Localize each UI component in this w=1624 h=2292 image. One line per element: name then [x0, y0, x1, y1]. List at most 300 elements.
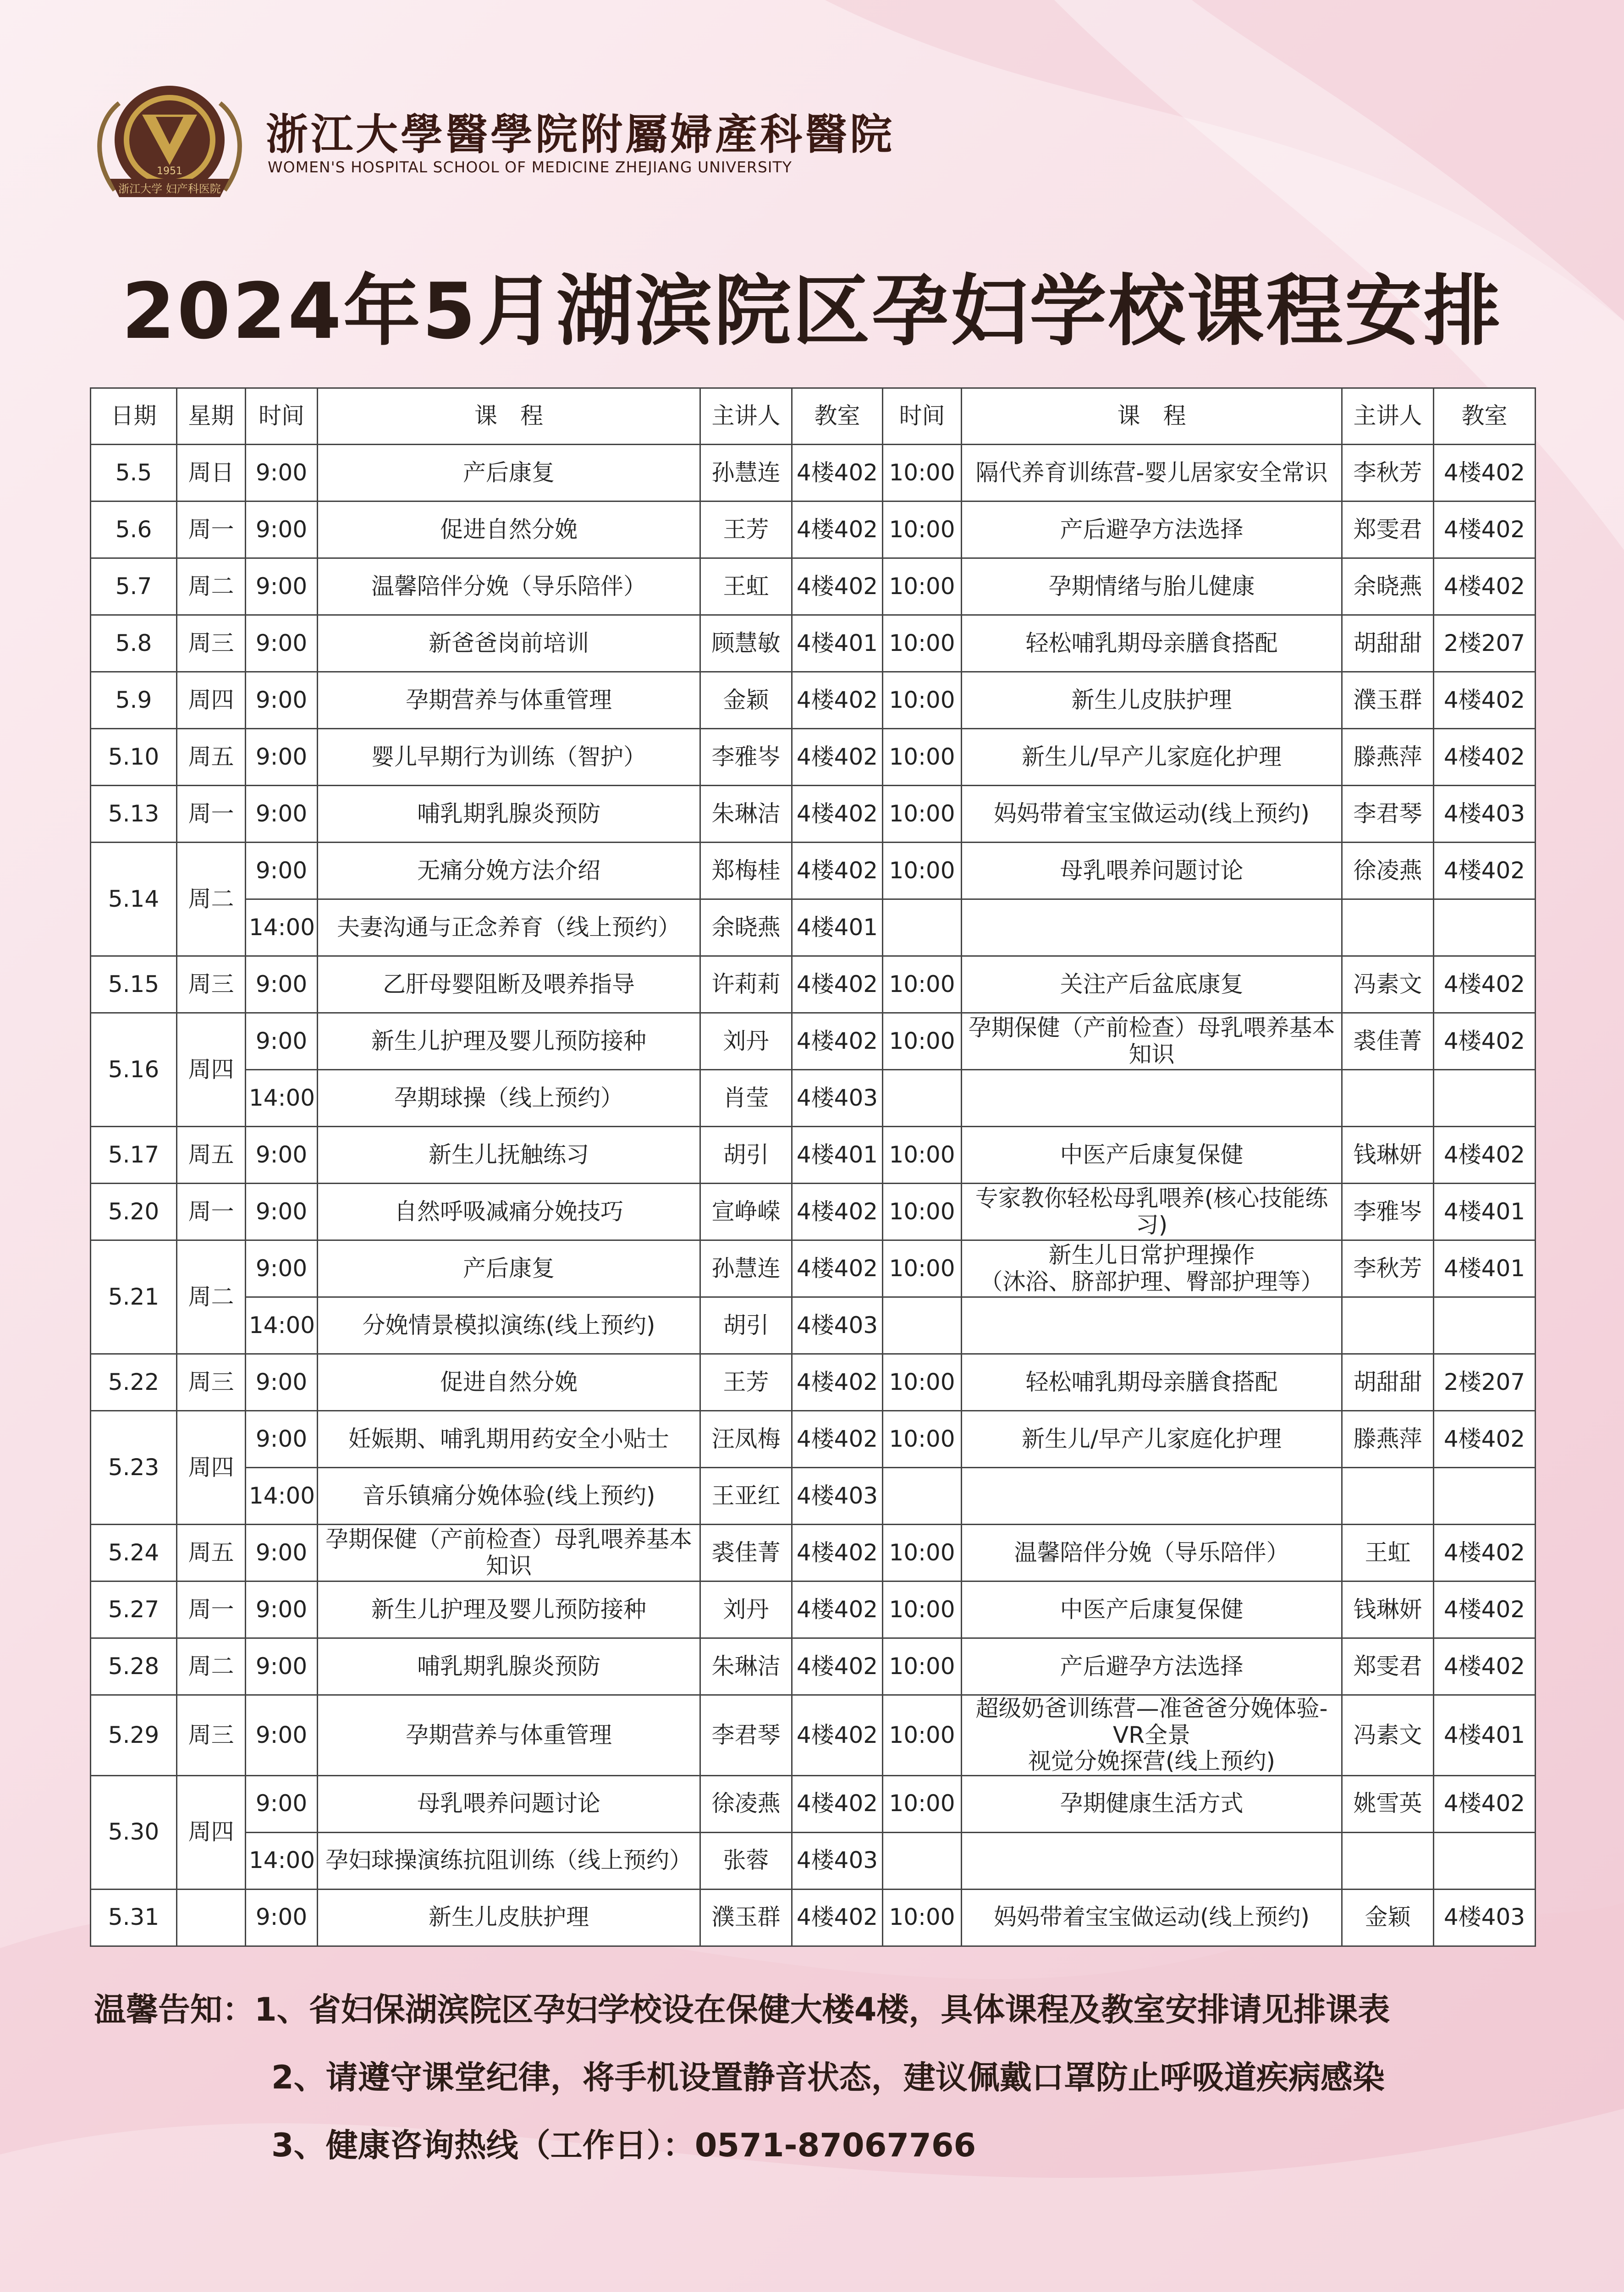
course-cell: [962, 1695, 1342, 1776]
lecturer-cell: 裘佳菁: [1342, 1013, 1434, 1070]
room-cell: 4楼401: [792, 899, 883, 956]
room-cell: 4楼402: [792, 445, 883, 501]
lecturer-cell: 李雅岑: [1342, 1184, 1434, 1240]
time-cell: 10:00: [883, 1411, 962, 1468]
lecturer-cell: 金颖: [700, 672, 792, 729]
room-cell: 4楼402: [792, 1889, 883, 1946]
lecturer-cell: 朱琳洁: [700, 786, 792, 843]
notice-line-2: 2、请遵守课堂纪律，将手机设置静音状态，建议佩戴口罩防止呼吸道疾病感染: [271, 2059, 1385, 2096]
lecturer-cell: 徐凌燕: [1342, 843, 1434, 899]
course-cell: 专家教你轻松母乳喂养(核心技能练习): [962, 1184, 1342, 1240]
room-cell: 4楼402: [792, 1354, 883, 1411]
lecturer-cell: 肖莹: [700, 1070, 792, 1127]
time-cell: 10:00: [883, 615, 962, 672]
room-cell: 4楼401: [1434, 1184, 1536, 1240]
course-cell: 新生儿抚触练习: [318, 1127, 700, 1184]
room-cell: 4楼402: [1434, 1411, 1536, 1468]
table-row: [91, 729, 1536, 786]
room-cell: 4楼401: [1434, 1240, 1536, 1297]
lecturer-cell: 胡甜甜: [1342, 615, 1434, 672]
time-cell: 10:00: [883, 1695, 962, 1776]
lecturer-cell: 冯素文: [1342, 956, 1434, 1013]
notice: [94, 1976, 1390, 2179]
room-cell: 4楼402: [792, 1695, 883, 1776]
empty-cell: [883, 1297, 962, 1354]
course-cell: 母乳喂养问题讨论: [962, 843, 1342, 899]
room-cell: 2楼207: [1434, 615, 1536, 672]
course-cell: 哺乳期乳腺炎预防: [318, 1638, 700, 1695]
lecturer-cell: 王虹: [1342, 1525, 1434, 1581]
empty-cell: [1342, 1832, 1434, 1889]
time-cell: 9:00: [246, 729, 318, 786]
time-cell: 9:00: [246, 1695, 318, 1776]
empty-cell: [1342, 1297, 1434, 1354]
svg-text:浙江大学 妇产科医院: 浙江大学 妇产科医院: [118, 182, 221, 195]
course-cell: 夫妻沟通与正念养育（线上预约）: [318, 899, 700, 956]
room-cell: 4楼402: [1434, 558, 1536, 615]
lecturer-cell: 钱琳妍: [1342, 1127, 1434, 1184]
time-cell: 9:00: [246, 1889, 318, 1946]
weekday-cell: 周一: [177, 786, 246, 843]
room-cell: 4楼401: [792, 615, 883, 672]
lecturer-cell: 汪凤梅: [700, 1411, 792, 1468]
course-cell: 产后避孕方法选择: [962, 501, 1342, 558]
course-cell: 温馨陪伴分娩（导乐陪伴）: [318, 558, 700, 615]
table-row: [91, 1832, 1536, 1889]
course-cell: 产后康复: [318, 1240, 700, 1297]
notice-line-3: 3、健康咨询热线（工作日）：0571-87067766: [271, 2127, 976, 2164]
lecturer-cell: 李秋芳: [1342, 1240, 1434, 1297]
weekday-cell: 周五: [177, 1525, 246, 1581]
date-cell: 5.29: [91, 1695, 177, 1776]
room-cell: 4楼402: [792, 729, 883, 786]
table-row: [91, 899, 1536, 956]
table-row: [91, 1070, 1536, 1127]
room-cell: 4楼402: [792, 1638, 883, 1695]
notice-line-1: 温馨告知：1、省妇保湖滨院区孕妇学校设在保健大楼4楼，具体课程及教室安排请见排课表: [94, 1991, 1390, 2028]
weekday-cell: 周三: [177, 615, 246, 672]
course-cell: 新生儿皮肤护理: [318, 1889, 700, 1946]
room-cell: 4楼402: [792, 501, 883, 558]
weekday-cell: 周四: [177, 672, 246, 729]
empty-cell: [1342, 1468, 1434, 1525]
table-row: [91, 1354, 1536, 1411]
room-cell: 4楼402: [1434, 1013, 1536, 1070]
date-cell: 5.24: [91, 1525, 177, 1581]
room-cell: 4楼402: [1434, 445, 1536, 501]
course-cell: 妊娠期、哺乳期用药安全小贴士: [318, 1411, 700, 1468]
empty-cell: [962, 1832, 1342, 1889]
course-cell: 孕期营养与体重管理: [318, 1695, 700, 1776]
date-cell: 5.22: [91, 1354, 177, 1411]
room-cell: 4楼401: [1434, 1695, 1536, 1776]
lecturer-cell: 钱琳妍: [1342, 1581, 1434, 1638]
time-cell: 9:00: [246, 1127, 318, 1184]
weekday-cell: 周四: [177, 1013, 246, 1127]
time-cell: 10:00: [883, 729, 962, 786]
empty-cell: [1434, 1832, 1536, 1889]
time-cell: 10:00: [883, 445, 962, 501]
weekday-cell: 周五: [177, 729, 246, 786]
date-cell: 5.21: [91, 1240, 177, 1354]
table-row: [91, 786, 1536, 843]
time-cell: 9:00: [246, 501, 318, 558]
time-cell: 10:00: [883, 1581, 962, 1638]
time-cell: 10:00: [883, 956, 962, 1013]
empty-cell: [883, 1832, 962, 1889]
time-cell: 9:00: [246, 843, 318, 899]
course-line-1: 新生儿日常护理操作: [1048, 1242, 1255, 1268]
table-row: [91, 843, 1536, 899]
course-cell: 轻松哺乳期母亲膳食搭配: [962, 1354, 1342, 1411]
date-cell: 5.14: [91, 843, 177, 956]
course-line-2: 视觉分娩探营(线上预约): [1028, 1748, 1275, 1774]
course-cell: 新生儿护理及婴儿预防接种: [318, 1581, 700, 1638]
room-cell: 4楼403: [1434, 1889, 1536, 1946]
time-cell: 9:00: [246, 672, 318, 729]
time-cell: 10:00: [883, 558, 962, 615]
header-course-2: 课 程: [962, 388, 1342, 445]
lecturer-cell: 滕燕萍: [1342, 1411, 1434, 1468]
course-cell: 新生儿护理及婴儿预防接种: [318, 1013, 700, 1070]
lecturer-cell: 胡引: [700, 1127, 792, 1184]
lecturer-cell: 顾慧敏: [700, 615, 792, 672]
table-row: [91, 445, 1536, 501]
lecturer-cell: 李雅岑: [700, 729, 792, 786]
course-cell: 新生儿/早产儿家庭化护理: [962, 1411, 1342, 1468]
room-cell: 4楼402: [792, 1013, 883, 1070]
date-cell: 5.27: [91, 1581, 177, 1638]
weekday-cell: 周二: [177, 558, 246, 615]
time-cell: 9:00: [246, 558, 318, 615]
header-time-2: 时间: [883, 388, 962, 445]
header-time-1: 时间: [246, 388, 318, 445]
lecturer-cell: 刘丹: [700, 1581, 792, 1638]
table-row: [91, 1525, 1536, 1581]
lecturer-cell: 濮玉群: [700, 1889, 792, 1946]
date-cell: 5.30: [91, 1775, 177, 1889]
room-cell: 4楼403: [792, 1297, 883, 1354]
course-cell: 婴儿早期行为训练（智护）: [318, 729, 700, 786]
course-cell: 自然呼吸减痛分娩技巧: [318, 1184, 700, 1240]
time-cell: 14:00: [246, 899, 318, 956]
room-cell: 4楼402: [792, 956, 883, 1013]
header-weekday: 星期: [177, 388, 246, 445]
course-cell: 中医产后康复保健: [962, 1581, 1342, 1638]
lecturer-cell: 刘丹: [700, 1013, 792, 1070]
course-cell: 孕期保健（产前检查）母乳喂养基本知识: [318, 1525, 700, 1581]
lecturer-cell: 濮玉群: [1342, 672, 1434, 729]
room-cell: 4楼402: [1434, 956, 1536, 1013]
course-line-2: （沐浴、脐部护理、臀部护理等）: [980, 1268, 1324, 1295]
date-cell: 5.6: [91, 501, 177, 558]
date-cell: 5.5: [91, 445, 177, 501]
lecturer-cell: 李秋芳: [1342, 445, 1434, 501]
room-cell: 4楼402: [792, 558, 883, 615]
table-row: [91, 615, 1536, 672]
table-row: [91, 1127, 1536, 1184]
table-row: [91, 1184, 1536, 1240]
room-cell: 4楼402: [1434, 1525, 1536, 1581]
lecturer-cell: 郑雯君: [1342, 1638, 1434, 1695]
room-cell: 4楼401: [792, 1127, 883, 1184]
table-header-row: [91, 388, 1536, 445]
table-row: [91, 1297, 1536, 1354]
header-room-1: 教室: [792, 388, 883, 445]
weekday-cell: 周一: [177, 501, 246, 558]
table-row: [91, 1695, 1536, 1776]
time-cell: 14:00: [246, 1297, 318, 1354]
room-cell: 4楼402: [792, 1240, 883, 1297]
room-cell: 4楼402: [1434, 1638, 1536, 1695]
lecturer-cell: 徐凌燕: [700, 1775, 792, 1832]
weekday-cell: 周三: [177, 1695, 246, 1776]
course-cell: 产后康复: [318, 445, 700, 501]
course-cell: 轻松哺乳期母亲膳食搭配: [962, 615, 1342, 672]
table-row: [91, 1889, 1536, 1946]
weekday-cell: 周二: [177, 843, 246, 956]
time-cell: 9:00: [246, 1240, 318, 1297]
date-cell: 5.23: [91, 1411, 177, 1525]
weekday-cell: [177, 1889, 246, 1946]
room-cell: 4楼402: [1434, 672, 1536, 729]
table-row: [91, 1411, 1536, 1468]
course-cell: 哺乳期乳腺炎预防: [318, 786, 700, 843]
course-cell: 孕期球操（线上预约）: [318, 1070, 700, 1127]
time-cell: 14:00: [246, 1070, 318, 1127]
empty-cell: [962, 899, 1342, 956]
time-cell: 10:00: [883, 786, 962, 843]
time-cell: 9:00: [246, 956, 318, 1013]
schedule-table: [90, 387, 1536, 1947]
table-row: [91, 1638, 1536, 1695]
time-cell: 10:00: [883, 1638, 962, 1695]
table-row: [91, 956, 1536, 1013]
schedule-body: [91, 445, 1536, 1946]
room-cell: 4楼402: [1434, 1581, 1536, 1638]
lecturer-cell: 王芳: [700, 501, 792, 558]
header: [83, 80, 1183, 218]
course-cell: 母乳喂养问题讨论: [318, 1775, 700, 1832]
hospital-name-cn: 浙江大學醫學院附屬婦產科醫院: [266, 110, 895, 159]
table-row: [91, 1581, 1536, 1638]
empty-cell: [1342, 899, 1434, 956]
course-cell: 隔代养育训练营-婴儿居家安全常识: [962, 445, 1342, 501]
room-cell: 2楼207: [1434, 1354, 1536, 1411]
lecturer-cell: 王芳: [700, 1354, 792, 1411]
time-cell: 10:00: [883, 1184, 962, 1240]
header-room-2: 教室: [1434, 388, 1536, 445]
course-cell: 新爸爸岗前培训: [318, 615, 700, 672]
room-cell: 4楼402: [1434, 729, 1536, 786]
table-row: [91, 1468, 1536, 1525]
table-row: [91, 1775, 1536, 1832]
lecturer-cell: 李君琴: [1342, 786, 1434, 843]
room-cell: 4楼402: [792, 786, 883, 843]
time-cell: 10:00: [883, 1525, 962, 1581]
header-date: 日期: [91, 388, 177, 445]
time-cell: 10:00: [883, 672, 962, 729]
room-cell: 4楼402: [792, 843, 883, 899]
header-lecturer-1: 主讲人: [700, 388, 792, 445]
time-cell: 9:00: [246, 1525, 318, 1581]
empty-cell: [1434, 1297, 1536, 1354]
time-cell: 10:00: [883, 1240, 962, 1297]
time-cell: 9:00: [246, 1184, 318, 1240]
room-cell: 4楼402: [792, 1411, 883, 1468]
course-cell: 乙肝母婴阻断及喂养指导: [318, 956, 700, 1013]
lecturer-cell: 许莉莉: [700, 956, 792, 1013]
course-cell: 新生儿/早产儿家庭化护理: [962, 729, 1342, 786]
empty-cell: [1342, 1070, 1434, 1127]
lecturer-cell: 冯素文: [1342, 1695, 1434, 1776]
course-cell: 妈妈带着宝宝做运动(线上预约): [962, 1889, 1342, 1946]
time-cell: 9:00: [246, 1775, 318, 1832]
room-cell: 4楼403: [792, 1070, 883, 1127]
weekday-cell: 周日: [177, 445, 246, 501]
header-course-1: 课 程: [318, 388, 700, 445]
lecturer-cell: 朱琳洁: [700, 1638, 792, 1695]
lecturer-cell: 张蓉: [700, 1832, 792, 1889]
hospital-name-en: WOMEN'S HOSPITAL SCHOOL OF MEDICINE ZHEJIANG UNIVERSITY: [268, 158, 792, 176]
room-cell: 4楼402: [1434, 843, 1536, 899]
course-cell: 无痛分娩方法介绍: [318, 843, 700, 899]
lecturer-cell: 孙慧连: [700, 445, 792, 501]
hospital-emblem-icon: [83, 80, 257, 209]
empty-cell: [1434, 899, 1536, 956]
weekday-cell: 周二: [177, 1638, 246, 1695]
room-cell: 4楼402: [792, 1775, 883, 1832]
course-cell: 关注产后盆底康复: [962, 956, 1342, 1013]
lecturer-cell: 胡引: [700, 1297, 792, 1354]
date-cell: 5.8: [91, 615, 177, 672]
room-cell: 4楼402: [792, 1525, 883, 1581]
weekday-cell: 周三: [177, 956, 246, 1013]
time-cell: 14:00: [246, 1468, 318, 1525]
lecturer-cell: 宣峥嵘: [700, 1184, 792, 1240]
time-cell: 10:00: [883, 1775, 962, 1832]
lecturer-cell: 王亚红: [700, 1468, 792, 1525]
course-cell: 孕期营养与体重管理: [318, 672, 700, 729]
time-cell: 9:00: [246, 1638, 318, 1695]
time-cell: 10:00: [883, 1127, 962, 1184]
course-cell: 中医产后康复保健: [962, 1127, 1342, 1184]
time-cell: 10:00: [883, 1354, 962, 1411]
room-cell: 4楼402: [792, 1184, 883, 1240]
empty-cell: [1434, 1070, 1536, 1127]
course-cell: 孕期保健（产前检查）母乳喂养基本知识: [962, 1013, 1342, 1070]
time-cell: 9:00: [246, 1581, 318, 1638]
weekday-cell: 周四: [177, 1411, 246, 1525]
date-cell: 5.15: [91, 956, 177, 1013]
room-cell: 4楼402: [1434, 1775, 1536, 1832]
empty-cell: [962, 1297, 1342, 1354]
date-cell: 5.7: [91, 558, 177, 615]
table-row: [91, 1240, 1536, 1297]
date-cell: 5.20: [91, 1184, 177, 1240]
date-cell: 5.16: [91, 1013, 177, 1127]
time-cell: 9:00: [246, 1411, 318, 1468]
course-cell: [962, 1240, 1342, 1297]
weekday-cell: 周四: [177, 1775, 246, 1889]
weekday-cell: 周三: [177, 1354, 246, 1411]
page-title: 2024年5月湖滨院区孕妇学校课程安排: [121, 266, 1503, 356]
date-cell: 5.13: [91, 786, 177, 843]
svg-text:1951: 1951: [157, 165, 182, 177]
table-row: [91, 1013, 1536, 1070]
weekday-cell: 周二: [177, 1240, 246, 1354]
course-cell: 促进自然分娩: [318, 501, 700, 558]
course-cell: 妈妈带着宝宝做运动(线上预约): [962, 786, 1342, 843]
empty-cell: [883, 1070, 962, 1127]
lecturer-cell: 滕燕萍: [1342, 729, 1434, 786]
header-lecturer-2: 主讲人: [1342, 388, 1434, 445]
room-cell: 4楼402: [1434, 1127, 1536, 1184]
lecturer-cell: 李君琴: [700, 1695, 792, 1776]
date-cell: 5.9: [91, 672, 177, 729]
lecturer-cell: 王虹: [700, 558, 792, 615]
room-cell: 4楼403: [1434, 786, 1536, 843]
weekday-cell: 周一: [177, 1581, 246, 1638]
course-cell: 孕妇球操演练抗阻训练（线上预约）: [318, 1832, 700, 1889]
table-row: [91, 558, 1536, 615]
course-cell: 孕期情绪与胎儿健康: [962, 558, 1342, 615]
time-cell: 9:00: [246, 1354, 318, 1411]
room-cell: 4楼403: [792, 1832, 883, 1889]
time-cell: 10:00: [883, 843, 962, 899]
time-cell: 9:00: [246, 1013, 318, 1070]
lecturer-cell: 郑梅桂: [700, 843, 792, 899]
lecturer-cell: 郑雯君: [1342, 501, 1434, 558]
lecturer-cell: 姚雪英: [1342, 1775, 1434, 1832]
date-cell: 5.31: [91, 1889, 177, 1946]
time-cell: 10:00: [883, 501, 962, 558]
time-cell: 10:00: [883, 1013, 962, 1070]
time-cell: 9:00: [246, 615, 318, 672]
lecturer-cell: 裘佳菁: [700, 1525, 792, 1581]
lecturer-cell: 余晓燕: [700, 899, 792, 956]
course-cell: 音乐镇痛分娩体验(线上预约): [318, 1468, 700, 1525]
room-cell: 4楼402: [1434, 501, 1536, 558]
table-row: [91, 501, 1536, 558]
empty-cell: [962, 1468, 1342, 1525]
weekday-cell: 周五: [177, 1127, 246, 1184]
room-cell: 4楼402: [792, 1581, 883, 1638]
date-cell: 5.28: [91, 1638, 177, 1695]
empty-cell: [883, 1468, 962, 1525]
empty-cell: [883, 899, 962, 956]
course-line-1: 超级奶爸训练营—准爸爸分娩体验-VR全景: [975, 1695, 1328, 1748]
course-cell: 分娩情景模拟演练(线上预约): [318, 1297, 700, 1354]
table-row: [91, 672, 1536, 729]
lecturer-cell: 金颖: [1342, 1889, 1434, 1946]
date-cell: 5.17: [91, 1127, 177, 1184]
room-cell: 4楼402: [792, 672, 883, 729]
course-cell: 孕期健康生活方式: [962, 1775, 1342, 1832]
room-cell: 4楼403: [792, 1468, 883, 1525]
lecturer-cell: 孙慧连: [700, 1240, 792, 1297]
lecturer-cell: 余晓燕: [1342, 558, 1434, 615]
lecturer-cell: 胡甜甜: [1342, 1354, 1434, 1411]
empty-cell: [962, 1070, 1342, 1127]
time-cell: 14:00: [246, 1832, 318, 1889]
course-cell: 新生儿皮肤护理: [962, 672, 1342, 729]
course-cell: 温馨陪伴分娩（导乐陪伴）: [962, 1525, 1342, 1581]
time-cell: 10:00: [883, 1889, 962, 1946]
course-cell: 促进自然分娩: [318, 1354, 700, 1411]
date-cell: 5.10: [91, 729, 177, 786]
weekday-cell: 周一: [177, 1184, 246, 1240]
